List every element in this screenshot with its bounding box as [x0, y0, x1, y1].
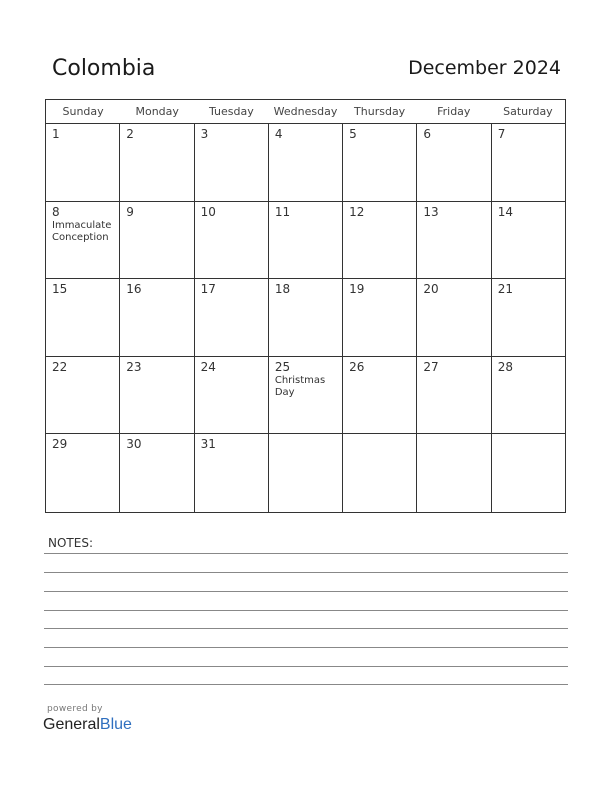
- weekday-sunday: Sunday: [62, 105, 104, 118]
- day-cell[interactable]: [195, 357, 269, 434]
- day-cell[interactable]: [195, 202, 269, 279]
- day-number: 18: [274, 282, 291, 297]
- day-cell[interactable]: [120, 357, 194, 434]
- note-line: [44, 628, 568, 629]
- calendar-grid: [45, 99, 566, 513]
- week-row: [46, 202, 565, 280]
- day-cell[interactable]: [417, 434, 491, 512]
- day-number: 17: [200, 282, 216, 297]
- day-cell[interactable]: [492, 124, 565, 201]
- day-cell[interactable]: [46, 357, 120, 434]
- day-number: 29: [52, 437, 68, 452]
- day-cell[interactable]: [343, 124, 417, 201]
- day-number: 8: [52, 204, 60, 219]
- day-number: 27: [423, 359, 439, 374]
- day-cell[interactable]: [120, 434, 194, 512]
- day-cell[interactable]: [46, 202, 120, 279]
- day-number: 13: [423, 204, 439, 219]
- day-number: 31: [200, 437, 216, 452]
- day-number: 30: [126, 437, 142, 452]
- brand-blue-text: Blue: [99, 716, 132, 733]
- day-cell[interactable]: [492, 202, 565, 279]
- powered-by-text: powered by: [47, 704, 103, 714]
- note-line: [44, 647, 568, 648]
- day-number: 23: [126, 359, 142, 374]
- day-number: 5: [349, 127, 357, 141]
- day-cell[interactable]: [195, 279, 269, 356]
- day-cell[interactable]: [417, 357, 491, 434]
- day-number: 9: [126, 204, 134, 219]
- day-number: 26: [349, 359, 365, 374]
- day-cell[interactable]: [269, 202, 343, 279]
- weekday-wednesday: Wednesday: [273, 105, 338, 118]
- week-row: [46, 124, 565, 202]
- week-row: [46, 434, 565, 512]
- day-cell[interactable]: [46, 279, 120, 356]
- weeks-container: [46, 124, 565, 512]
- generalblue-logo[interactable]: [43, 716, 132, 734]
- note-line: [44, 572, 568, 573]
- day-number: 10: [200, 204, 216, 219]
- day-number: 24: [200, 359, 216, 374]
- day-cell[interactable]: [269, 124, 343, 201]
- weekday-thursday: Thursday: [354, 105, 406, 118]
- day-number: 11: [274, 204, 291, 219]
- day-cell[interactable]: [269, 434, 343, 512]
- day-number: 4: [274, 127, 283, 141]
- week-row: [46, 279, 565, 357]
- day-cell[interactable]: [343, 279, 417, 356]
- day-cell[interactable]: [492, 279, 565, 356]
- day-number: 21: [497, 282, 513, 297]
- day-number: 16: [126, 282, 142, 297]
- note-line: [44, 610, 568, 611]
- holiday-label: Immaculate Conception: [52, 219, 112, 243]
- day-number: 2: [126, 127, 134, 141]
- day-cell[interactable]: [343, 357, 417, 434]
- day-number: 15: [52, 282, 68, 297]
- day-number: 28: [497, 359, 513, 374]
- weekday-header-row: [46, 100, 565, 124]
- day-number: 25: [274, 359, 291, 374]
- day-number: 3: [200, 127, 209, 141]
- notes-label: NOTES:: [48, 536, 93, 550]
- day-cell[interactable]: [120, 279, 194, 356]
- holiday-label: Christmas Day: [274, 374, 326, 398]
- day-cell[interactable]: [195, 124, 269, 201]
- weekday-tuesday: Tuesday: [208, 105, 254, 118]
- day-cell[interactable]: [195, 434, 269, 512]
- brand-general-text: General: [43, 716, 100, 733]
- day-number: 12: [349, 204, 365, 219]
- day-cell[interactable]: [46, 434, 120, 512]
- day-cell[interactable]: [417, 124, 491, 201]
- day-cell[interactable]: [492, 434, 565, 512]
- day-cell[interactable]: [46, 124, 120, 201]
- day-cell[interactable]: [120, 124, 194, 201]
- day-number: 14: [497, 204, 513, 219]
- day-cell[interactable]: [417, 279, 491, 356]
- day-number: 1: [52, 127, 60, 141]
- day-number: 6: [423, 127, 432, 141]
- day-cell[interactable]: [269, 279, 343, 356]
- day-cell[interactable]: [343, 202, 417, 279]
- weekday-friday: Friday: [437, 105, 471, 118]
- weekday-saturday: Saturday: [503, 105, 553, 118]
- weekday-monday: Monday: [135, 105, 179, 118]
- note-line: [44, 591, 568, 592]
- day-cell[interactable]: [492, 357, 565, 434]
- month-year-title: December 2024: [408, 57, 561, 79]
- day-cell[interactable]: [269, 357, 343, 434]
- day-number: 19: [349, 282, 365, 297]
- note-line: [44, 553, 568, 554]
- country-title: Colombia: [52, 56, 156, 81]
- day-number: 7: [497, 127, 506, 141]
- day-cell[interactable]: [120, 202, 194, 279]
- note-line: [44, 684, 568, 685]
- day-cell[interactable]: [343, 434, 417, 512]
- week-row: [46, 357, 565, 435]
- day-number: 22: [52, 359, 68, 374]
- day-cell[interactable]: [417, 202, 491, 279]
- note-line: [44, 666, 568, 667]
- day-number: 20: [423, 282, 439, 297]
